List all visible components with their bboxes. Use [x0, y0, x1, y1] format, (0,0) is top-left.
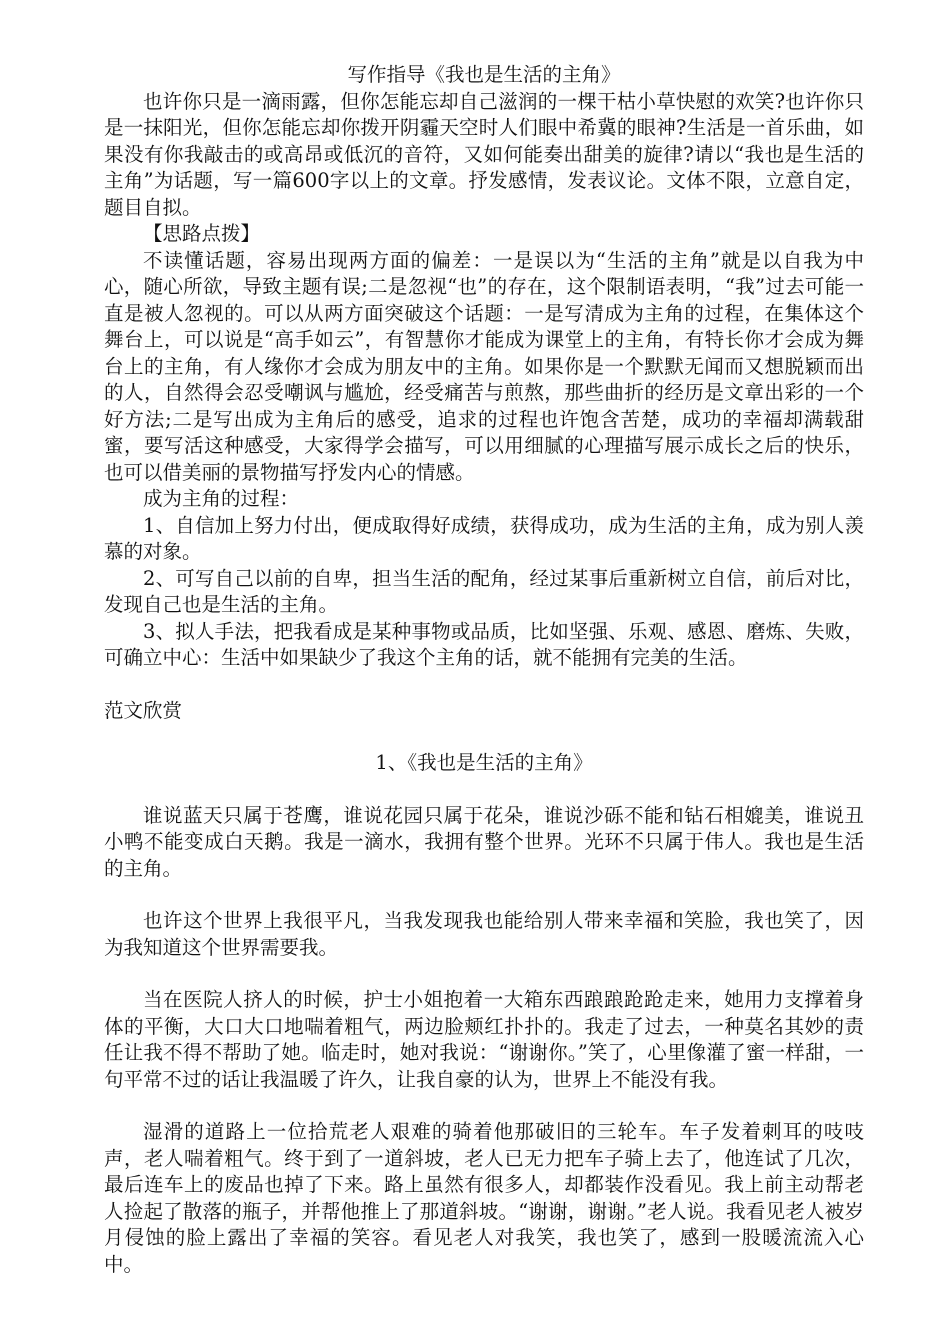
essay-paragraph: 也许这个世界上我很平凡，当我发现我也能给别人带来幸福和笑脸，我也笑了，因为我知道这个世界需要我。 — [104, 909, 864, 959]
essay-paragraph: 湿滑的道路上一位拾荒老人艰难的骑着他那破旧的三轮车。车子发着刺耳的吱吱声，老人喘着粗气。终于到了一道斜坡，老人已无力把车子骑上去了，他连试了几次，最后连车上的废品也掉了下来。路上虽然有很多人，却都装作没看见。我上前主动帮老人捡起了散落的瓶子，并帮他推上了那道斜坡。“谢谢，谢谢。”老人说。我看见老人被岁月侵蚀的脸上露出了幸福的笑容。看见老人对我笑，我也笑了，感到一股暖流流入心中。 — [104, 1120, 864, 1276]
process-item: 2、可写自己以前的自卑，担当生活的配角，经过某事后重新树立自信，前后对比，发现自己也是生活的主角。 — [104, 566, 864, 616]
hint-heading: 【思路点拨】 — [143, 222, 261, 245]
intro-paragraph: 也许你只是一滴雨露，但你怎能忘却自己滋润的一棵干枯小草快慰的欢笑?也许你只是一抹阳光，但你怎能忘却你拨开阴霾天空时人们眼中希冀的眼神?生活是一首乐曲，如果没有你我敲击的或高昂或低沉的音符，又如何能奏出甜美的旋律?请以“我也是生活的主角”为话题，写一篇600字以上的文章。抒发感情，发表议论。文体不限，立意自定，题目自拟。 — [104, 89, 864, 219]
sample-heading: 范文欣赏 — [104, 698, 183, 722]
essay-paragraph: 谁说蓝天只属于苍鹰，谁说花园只属于花朵，谁说沙砾不能和钻石相媲美，谁说丑小鸭不能变成白天鹅。我是一滴水，我拥有整个世界。光环不只属于伟人。我也是生活的主角。 — [104, 803, 864, 880]
essay-title: 1、《我也是生活的主角》 — [375, 751, 593, 774]
process-heading: 成为主角的过程： — [143, 487, 300, 510]
hint-paragraph: 不读懂话题，容易出现两方面的偏差：一是误以为“生活的主角”就是以自我为中心，随心所欲，导致主题有误;二是忽视“也”的存在，这个限制语表明，“我”过去可能一直是被人忽视的。可以从两方面突破这个话题：一是写清成为主角的过程，在集体这个舞台上，可以说是“高手如云”，有智慧你才能成为课堂上的主角，有特长你才会成为舞台上的主角，有人缘你才会成为朋友中的主角。如果你是一个默默无闻而又想脱颖而出的人，自然得会忍受嘲讽与尴尬，经受痛苦与煎熬，那些曲折的经历是文章出彩的一个好方法;二是写出成为主角后的感受，追求的过程也许饱含苦楚，成功的幸福却满载甜蜜，要写活这种感受，大家得学会描写，可以用细腻的心理描写展示成长之后的快乐，也可以借美丽的景物描写抒发内心的情感。 — [104, 248, 864, 484]
process-item: 1、自信加上努力付出，便成取得好成绩，获得成功，成为生活的主角，成为别人羡慕的对象。 — [104, 513, 864, 563]
document-title: 写作指导《我也是生活的主角》 — [347, 63, 621, 86]
process-item: 3、拟人手法，把我看成是某种事物或品质，比如坚强、乐观、感恩、磨炼、失败，可确立中心：生活中如果缺少了我这个主角的话，就不能拥有完美的生活。 — [104, 619, 864, 669]
essay-paragraph: 当在医院人挤人的时候，护士小姐抱着一大箱东西踉踉跄跄走来，她用力支撑着身体的平衡，大口大口地喘着粗气，两边脸颊红扑扑的。我走了过去，一种莫名其妙的责任让我不得不帮助了她。临走时，她对我说：“谢谢你。”笑了，心里像灌了蜜一样甜，一句平常不过的话让我温暖了许久，让我自豪的认为，世界上不能没有我。 — [104, 988, 864, 1091]
